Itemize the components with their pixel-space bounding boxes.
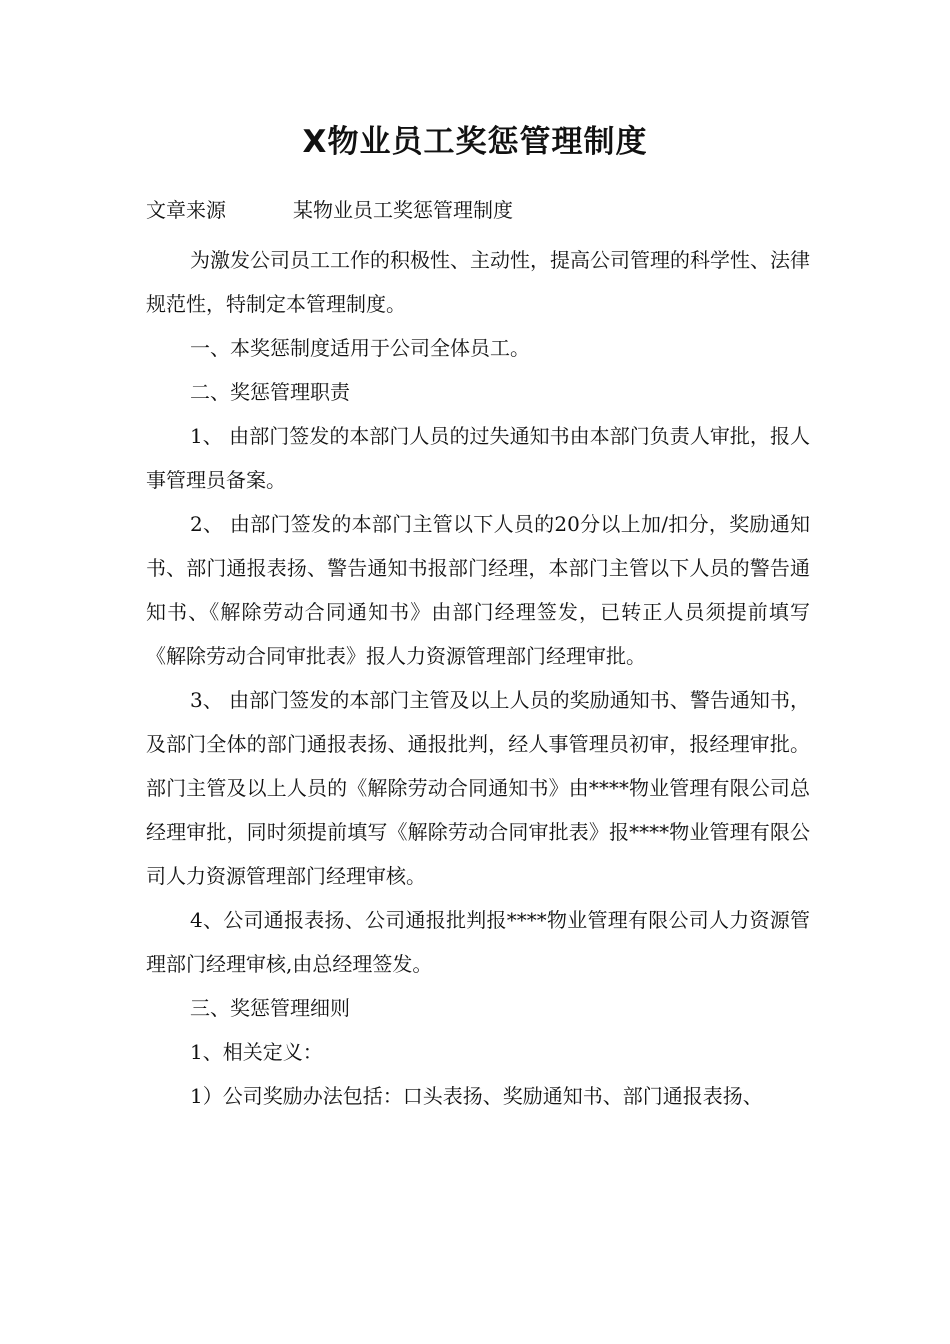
responsibility-item-1: 1、 由部门签发的本部门人员的过失通知书由本部门负责人审批，报人事管理员备案。 (146, 424, 810, 492)
source-value: 某物业员工奖惩管理制度 (293, 198, 513, 222)
definitions-heading: 1、相关定义： (190, 1040, 323, 1064)
intro-paragraph: 为激发公司员工工作的积极性、主动性，提高公司管理的科学性、法律规范性，特制定本管理制度。 (146, 248, 810, 316)
responsibility-item-3: 3、 由部门签发的本部门主管及以上人员的奖励通知书、警告通知书，及部门全体的部门通报表扬、通报批判，经人事管理员初审，报经理审批。部门主管及以上人员的《解除劳动合同通知书》由****物业管理有限公司总经理审批，同时须提前填写《解除劳动合同审批表》报****物业管理有限公司人力资源管理部门经理审核。 (146, 688, 810, 888)
document-body (146, 238, 810, 1118)
reward-methods-item: 1）公司奖励办法包括：口头表扬、奖励通知书、部门通报表扬、 (190, 1084, 763, 1108)
source-line (146, 192, 513, 228)
section-1-heading: 一、本奖惩制度适用于公司全体员工。 (190, 336, 530, 360)
source-label: 文章来源 (146, 198, 226, 222)
responsibility-item-4: 4、公司通报表扬、公司通报批判报****物业管理有限公司人力资源管理部门经理审核,由总经理签发。 (146, 908, 810, 976)
section-2-heading: 二、奖惩管理职责 (190, 380, 350, 404)
document-title: X物业员工奖惩管理制度 (302, 124, 648, 160)
responsibility-item-2: 2、 由部门签发的本部门主管以下人员的20分以上加/扣分，奖励通知书、部门通报表扬、警告通知书报部门经理，本部门主管以下人员的警告通知书、《解除劳动合同通知书》由部门经理签发，已转正人员须提前填写《解除劳动合同审批表》报人力资源管理部门经理审批。 (146, 512, 810, 668)
section-3-heading: 三、奖惩管理细则 (190, 996, 350, 1020)
